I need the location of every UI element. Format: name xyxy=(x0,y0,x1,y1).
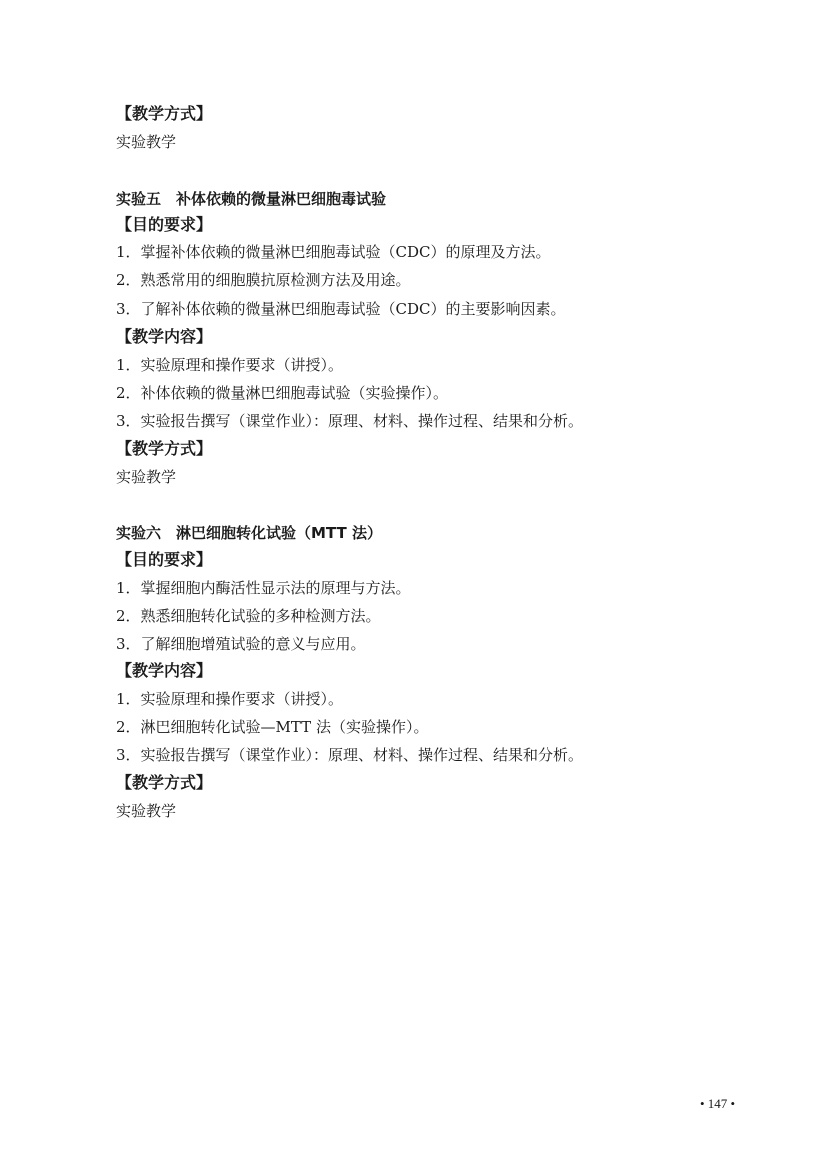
exp5-goal-item: 1．掌握补体依赖的微量淋巴细胞毒试验（CDC）的原理及方法。 xyxy=(116,243,551,261)
page-number: • 147 • xyxy=(700,1096,736,1111)
exp5-content-item: 2．补体依赖的微量淋巴细胞毒试验（实验操作）。 xyxy=(116,384,449,402)
teaching-method-text: 实验教学 xyxy=(116,133,177,151)
experiment-5-title: 实验五 补体依赖的微量淋巴细胞毒试验 xyxy=(116,190,387,208)
exp6-goal-item: 1．掌握细胞内酶活性显示法的原理与方法。 xyxy=(116,579,411,597)
exp5-goal-heading: 【目的要求】 xyxy=(116,215,213,234)
exp5-method-text: 实验教学 xyxy=(116,468,177,486)
exp6-content-item: 2．淋巴细胞转化试验—MTT 法（实验操作）。 xyxy=(116,718,429,736)
exp6-content-heading: 【教学内容】 xyxy=(116,661,213,680)
exp6-content-item: 1．实验原理和操作要求（讲授）。 xyxy=(116,690,344,708)
teaching-method-heading: 【教学方式】 xyxy=(116,104,213,123)
exp6-method-heading: 【教学方式】 xyxy=(116,773,213,792)
exp6-method-text: 实验教学 xyxy=(116,802,177,820)
exp5-content-heading: 【教学内容】 xyxy=(116,327,213,346)
exp6-content-item: 3．实验报告撰写（课堂作业）：原理、材料、操作过程、结果和分析。 xyxy=(116,746,584,764)
exp6-goal-item: 2．熟悉细胞转化试验的多种检测方法。 xyxy=(116,607,381,625)
exp5-content-item: 3．实验报告撰写（课堂作业）：原理、材料、操作过程、结果和分析。 xyxy=(116,412,584,430)
exp5-goal-item: 2．熟悉常用的细胞膜抗原检测方法及用途。 xyxy=(116,271,411,289)
exp5-goal-item: 3．了解补体依赖的微量淋巴细胞毒试验（CDC）的主要影响因素。 xyxy=(116,300,566,318)
experiment-6-title: 实验六 淋巴细胞转化试验（MTT 法） xyxy=(116,524,382,542)
exp6-goal-heading: 【目的要求】 xyxy=(116,550,213,569)
exp5-method-heading: 【教学方式】 xyxy=(116,439,213,458)
exp6-goal-item: 3．了解细胞增殖试验的意义与应用。 xyxy=(116,635,366,653)
exp5-content-item: 1．实验原理和操作要求（讲授）。 xyxy=(116,356,344,374)
